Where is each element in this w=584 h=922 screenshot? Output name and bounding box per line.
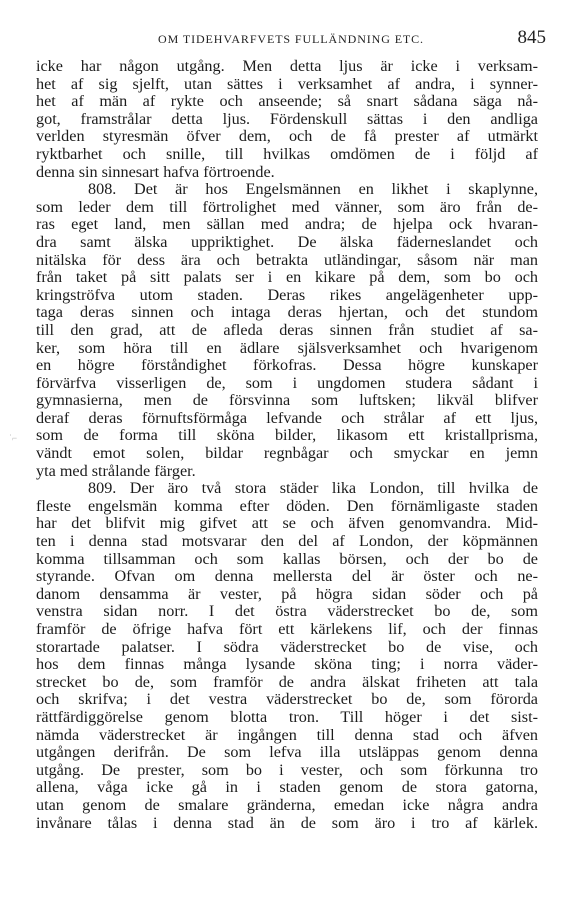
text-line: ten i denna stad motsvarar den del af London, der köpmännen bbox=[36, 532, 538, 551]
paragraph-start-line: 809. Der äro två stora städer lika London, till hvilka de bbox=[88, 479, 538, 498]
text-line: till den grad, att de afleda deras sinnen från studiet af sa- bbox=[36, 320, 538, 339]
text-line: got, framstrålar detta ljus. Fördenskull sättas i den andliga bbox=[36, 109, 538, 128]
text-line: nämda väderstrecket är ingången till denna stad och äfven bbox=[36, 725, 538, 744]
text-line: danom densamma är vester, på högra sidan söder och på bbox=[36, 584, 538, 603]
text-line: verlden styresmän öfver dem, och de få prester af utmärkt bbox=[36, 127, 538, 146]
text-line: utan genom de smalare gränderna, emedan icke några andra bbox=[36, 795, 538, 814]
text-line: invånare tålas i denna stad än de som äro i tro af kärlek. bbox=[36, 813, 538, 832]
text-line: utgång. De prester, som bo i vester, och som förkunna tro bbox=[36, 760, 538, 779]
paragraph-start-line: 808. Det är hos Engelsmännen en likhet i skaplynne, bbox=[88, 180, 538, 199]
text-line: och skrifva; i det vestra väderstrecket bo de, som förorda bbox=[36, 690, 538, 709]
text-line: het af män af rykte och anseende; så snart sådana säga nå- bbox=[36, 92, 538, 111]
text-line: ryktbarhet och snille, till hvilkas omdömen de i följd af bbox=[36, 144, 538, 163]
text-line: rättfärdiggörelse genom blotta tron. Till höger i det sist- bbox=[36, 707, 538, 726]
running-title: OM TIDEHVARFVETS FULLÄNDNING ETC. bbox=[158, 32, 424, 46]
text-line: ras eget land, men sällan med andra; de hjelpa ock hvaran- bbox=[36, 215, 538, 234]
text-line: denna sin sinnesart hafva förtroende. bbox=[36, 162, 275, 181]
text-line: dra samt älska uppriktighet. De älska fäderneslandet och bbox=[36, 232, 538, 251]
text-line: framför de öfrige hafva fört ett kärlekens lif, och der finnas bbox=[36, 620, 538, 638]
text-line: styrande. Ofvan om denna mellersta del är öster och ne- bbox=[36, 567, 538, 586]
text-line: kringströfva utom staden. Deras rikes angelägenheter upp- bbox=[36, 285, 538, 304]
text-line: yta med strålande färger. bbox=[36, 461, 196, 480]
text-line: en högre förståndighet förkofras. Dessa högre kunskaper bbox=[36, 356, 538, 375]
body-text bbox=[36, 58, 538, 832]
page-number: 845 bbox=[517, 27, 546, 48]
text-line: deraf deras förnuftsförmåga lefvande och strålar af ett ljus, bbox=[36, 408, 538, 427]
text-line: förvärfva visserligen de, som i ungdomen studera sådant i bbox=[36, 373, 538, 392]
text-line: utgången derifrån. De som lefva illa utsläppas genom denna bbox=[36, 743, 538, 762]
text-line: venstra sidan norr. I det östra väderstrecket bo de, som bbox=[36, 602, 538, 621]
text-line: allena, våga icke gå in i staden genom de stora gatorna, bbox=[36, 778, 538, 797]
text-line: har det blifvit mig gifvet att se och äfven genomvandra. Mid- bbox=[36, 514, 538, 533]
text-line: från taket på sitt palats ser i en kikare på dem, som bo och bbox=[36, 268, 538, 287]
text-line: het af sig sjelft, utan sättes i verksamhet af andra, i synner- bbox=[36, 74, 538, 93]
text-line: fleste engelsmän komma efter döden. Den förnämligaste staden bbox=[36, 496, 538, 515]
text-line: storartade palatser. I södra väderstrecket bo de vise, och bbox=[36, 637, 538, 656]
text-line: nitälska för dess ära och betrakta utländingar, såsom när man bbox=[36, 250, 538, 269]
text-line: komma tillsamman och som kallas börsen, och der bo de bbox=[36, 549, 538, 568]
text-line: vändt emot solen, bildar regnbågar och smyckar en jemn bbox=[36, 444, 538, 463]
text-line: taga deras sinnen och intaga deras hjertan, och det stundom bbox=[36, 303, 538, 322]
text-line: strecket bo de, som framför de andra älskat friheten att tala bbox=[36, 672, 538, 691]
text-line: hos dem finnas många lysande sköna ting; i norra väder- bbox=[36, 655, 538, 674]
margin-mark: ʾ⌐ bbox=[9, 433, 18, 443]
running-head bbox=[36, 27, 546, 50]
text-line: som leder dem till förtrolighet med vänner, som äro från de- bbox=[36, 197, 538, 216]
text-line: gymnasierna, men de försvinna som luftsken; likväl blifver bbox=[36, 391, 538, 410]
text-line: ker, som höra till en ädlare själsverksamhet och hvarigenom bbox=[36, 338, 538, 357]
text-line: som de forma till sköna bilder, likasom ett kristallprisma, bbox=[36, 426, 538, 445]
text-line: icke har någon utgång. Men detta ljus är icke i verksam- bbox=[36, 57, 538, 75]
